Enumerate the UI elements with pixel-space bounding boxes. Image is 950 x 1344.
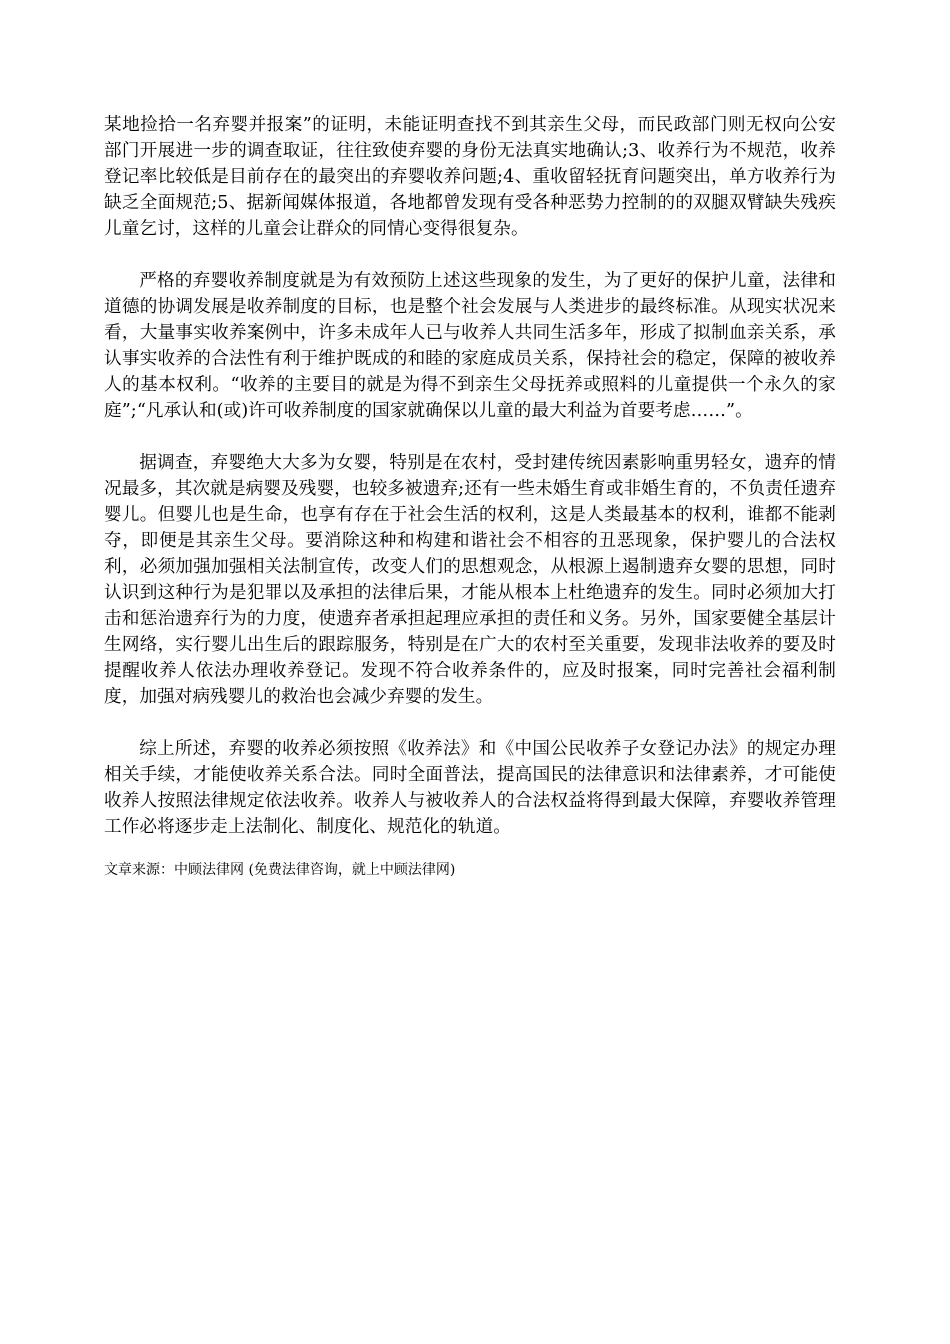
paragraph-conclusion: 综上所述，弃婴的收养必须按照《收养法》和《中国公民收养子女登记办法》的规定办理相关手续，才能使收养关系合法。同时全面普法，提高国民的法律意识和法律素养，才可能使收养人按照法律规定依法收养。收养人与被收养人的合法权益将得到最大保障，弃婴收养管理工作必将逐步走上法制化、制度化、规范化的轨道。 (104, 739, 836, 837)
article-source: 文章来源：中顾法律网 (免费法律咨询，就上中顾法律网) (104, 862, 456, 878)
paragraph-continuation: 某地捡拾一名弃婴并报案”的证明，未能证明查找不到其亲生父母，而民政部门则无权向公安部门开展进一步的调查取证，往往致使弃婴的身份无法真实地确认;3、收养行为不规范，收养登记率比较低是目前存在的最突出的弃婴收养问题;4、重收留轻抚育问题突出，单方收养行为缺乏全面规范;5、据新闻媒体报道，各地都曾发现有受各种恶势力控制的的双腿双臂缺失残疾儿童乞讨，这样的儿童会让群众的同情心变得很复杂。 (104, 115, 836, 239)
paragraph-adoption-system: 严格的弃婴收养制度就是为有效预防上述这些现象的发生，为了更好的保护儿童，法律和道德的协调发展是收养制度的目标，也是整个社会发展与人类进步的最终标准。从现实状况来看，大量事实收养案例中，许多未成年人已与收养人共同生活多年，形成了拟制血亲关系，承认事实收养的合法性有利于维护既成的和睦的家庭成员关系，保持社会的稳定，保障的被收养人的基本权利。“收养的主要目的就是为得不到亲生父母抚养或照料的儿童提供一个永久的家庭”;“凡承认和(或)许可收养制度的国家就确保以儿童的最大利益为首要考虑……”。 (104, 271, 836, 421)
paragraph-survey: 据调查，弃婴绝大大多为女婴，特别是在农村，受封建传统因素影响重男轻女，遗弃的情况最多，其次就是病婴及残婴，也较多被遗弃;还有一些未婚生育或非婚生育的，不负责任遗弃婴儿。但婴儿也是生命，也享有存在于社会生活的权利，这是人类最基本的权利，谁都不能剥夺，即便是其亲生父母。要消除这种和构建和谐社会不相容的丑恶现象，保护婴儿的合法权利，必须加强加强相关法制宣传，改变人们的思想观念，从根源上遏制遗弃女婴的思想，同时认识到这种行为是犯罪以及承担的法律后果，才能从根本上杜绝遗弃的发生。同时必须加大打击和惩治遗弃行为的力度，使遗弃者承担起理应承担的责任和义务。另外，国家要健全基层计生网络，实行婴儿出生后的跟踪服务，特别是在广大的农村至关重要，发现非法收养的要及时提醒收养人依法办理收养登记。发现不符合收养条件的，应及时报案，同时完善社会福利制度，加强对病残婴儿的救治也会减少弃婴的发生。 (104, 453, 836, 707)
document-page (104, 112, 836, 880)
